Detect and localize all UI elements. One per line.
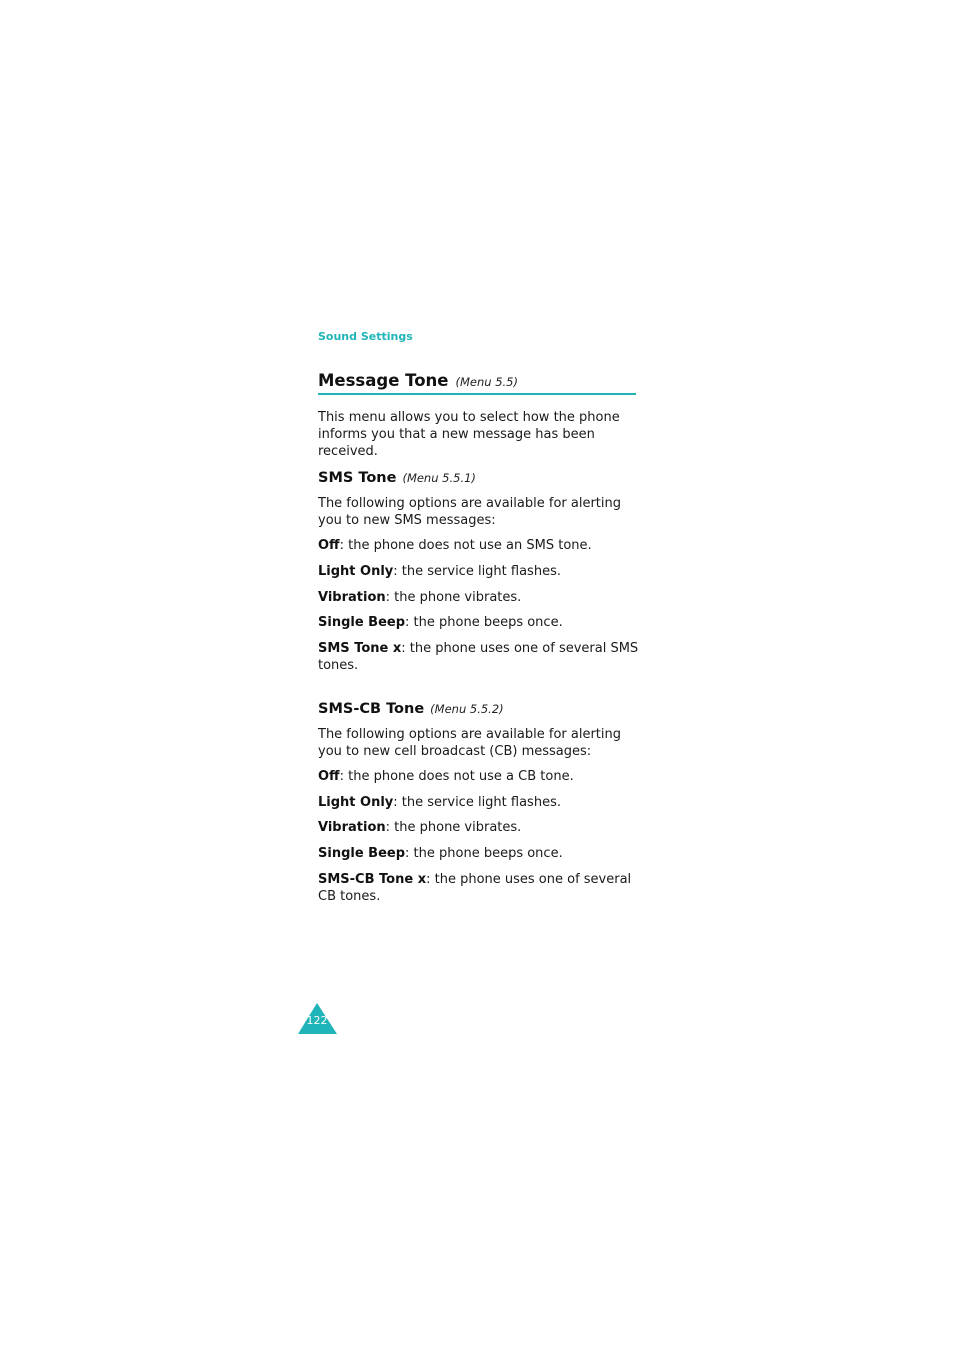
sms-tone-intro: The following options are available for alerting you to new SMS messages:: [318, 496, 621, 528]
smscb-tone-menu-ref: (Menu 5.5.2): [430, 702, 504, 716]
smscb-tone-intro: The following options are available for alerting you to new cell broadcast (CB) messages:: [318, 727, 621, 759]
option-term: Off: [318, 769, 340, 784]
smscb-option-tone-x: [318, 871, 640, 905]
option-term: SMS-CB Tone x: [318, 872, 427, 887]
sms-tone-heading-text: SMS Tone: [318, 470, 397, 486]
smscb-option-light-only: [318, 794, 640, 811]
sms-option-single-beep: [318, 614, 640, 631]
option-term: Single Beep: [318, 846, 406, 861]
option-desc: : the phone vibrates.: [385, 590, 522, 605]
sms-tone-heading: [318, 467, 476, 486]
smscb-option-single-beep: [318, 845, 640, 862]
option-term: Light Only: [318, 795, 394, 810]
option-desc: : the phone uses one of several SMS tones.: [318, 641, 639, 673]
page-number-badge: [298, 1003, 338, 1035]
option-desc: : the phone does not use a CB tone.: [339, 769, 574, 784]
smscb-tone-heading: [318, 698, 504, 717]
sms-tone-menu-ref: (Menu 5.5.1): [402, 471, 476, 485]
page-title: [318, 371, 636, 395]
option-term: Light Only: [318, 564, 394, 579]
smscb-option-off: [318, 768, 640, 785]
section-header: Sound Settings: [318, 330, 413, 343]
option-term: Single Beep: [318, 615, 406, 630]
option-desc: : the phone beeps once.: [405, 615, 563, 630]
option-desc: : the service light flashes.: [393, 795, 561, 810]
page-number: 122: [306, 1014, 328, 1027]
option-term: Vibration: [318, 590, 386, 605]
option-term: SMS Tone x: [318, 641, 402, 656]
intro-paragraph: This menu allows you to select how the phone informs you that a new message has been received.: [318, 410, 620, 459]
smscb-tone-heading-text: SMS-CB Tone: [318, 701, 425, 717]
option-desc: : the phone vibrates.: [385, 820, 522, 835]
option-term: Off: [318, 538, 340, 553]
page-title-menu-ref: (Menu 5.5): [455, 375, 518, 389]
option-desc: : the phone beeps once.: [405, 846, 563, 861]
option-desc: : the phone uses one of several CB tones.: [318, 872, 632, 904]
sms-option-off: [318, 537, 640, 554]
page-title-text: Message Tone: [318, 371, 449, 390]
option-desc: : the phone does not use an SMS tone.: [339, 538, 592, 553]
option-term: Vibration: [318, 820, 386, 835]
sms-option-vibration: [318, 589, 640, 606]
sms-option-light-only: [318, 563, 640, 580]
smscb-option-vibration: [318, 819, 640, 836]
option-desc: : the service light flashes.: [393, 564, 561, 579]
sms-option-tone-x: [318, 640, 640, 674]
